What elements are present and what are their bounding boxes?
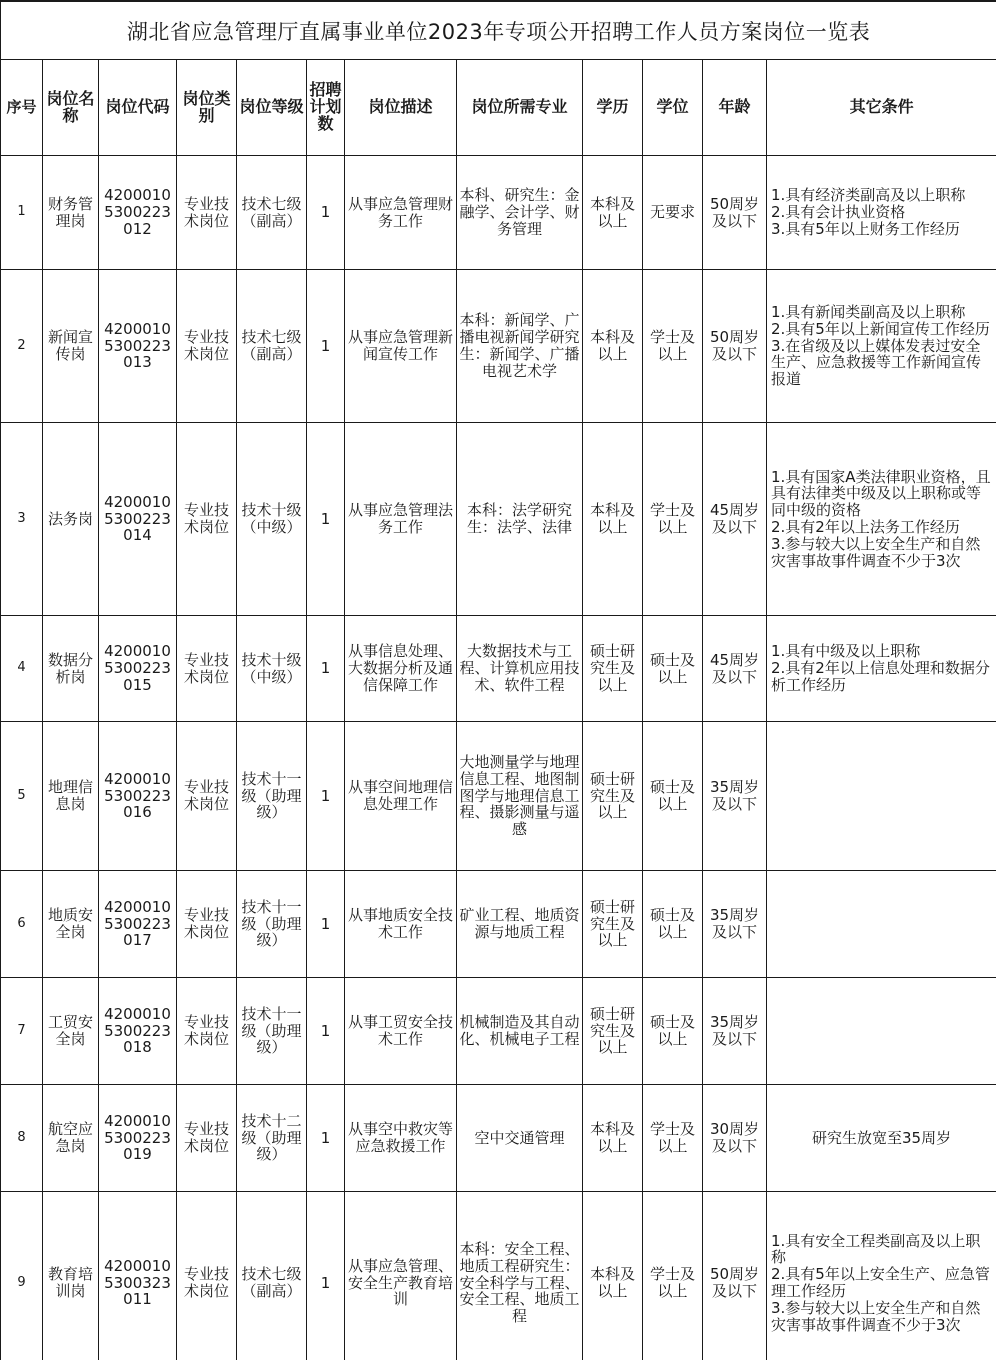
cell-other — [767, 156, 996, 270]
cell-code: 42000105300223017 — [99, 871, 177, 978]
table-row — [1, 156, 996, 270]
cell-edu: 本科及以上 — [583, 423, 643, 616]
cell-age: 45周岁及以下 — [703, 616, 767, 722]
header-type: 岗位类别 — [177, 60, 237, 156]
cell-edu: 硕士研究生及以上 — [583, 616, 643, 722]
cell-seq: 1 — [1, 156, 43, 270]
cell-edu: 本科及以上 — [583, 1192, 643, 1360]
cell-edu: 本科及以上 — [583, 270, 643, 423]
cell-degree: 学士及以上 — [643, 1085, 703, 1192]
cell-plan: 1 — [307, 270, 345, 423]
cell-level: 技术十二级（助理级） — [237, 1085, 307, 1192]
cell-edu: 硕士研究生及以上 — [583, 978, 643, 1085]
cell-desc: 从事信息处理、大数据分析及通信保障工作 — [345, 616, 457, 722]
cell-type: 专业技术岗位 — [177, 616, 237, 722]
header-degree: 学位 — [643, 60, 703, 156]
table-row — [1, 1085, 996, 1192]
cell-code: 42000105300223016 — [99, 722, 177, 871]
cell-edu: 本科及以上 — [583, 1085, 643, 1192]
cell-desc: 从事空中救灾等应急救援工作 — [345, 1085, 457, 1192]
cell-code: 42000105300223018 — [99, 978, 177, 1085]
other-line: 2.具有2年以上法务工作经历 — [771, 518, 960, 536]
cell-level: 技术七级（副高） — [237, 270, 307, 423]
cell-seq: 8 — [1, 1085, 43, 1192]
cell-desc: 从事地质安全技术工作 — [345, 871, 457, 978]
cell-age: 30周岁及以下 — [703, 1085, 767, 1192]
cell-age: 50周岁及以下 — [703, 1192, 767, 1360]
cell-major: 本科：安全工程、地质工程研究生：安全科学与工程、安全工程、地质工程 — [457, 1192, 583, 1360]
cell-age: 35周岁及以下 — [703, 722, 767, 871]
table-title: 湖北省应急管理厅直属事业单位2023年专项公开招聘工作人员方案岗位一览表 — [1, 1, 996, 60]
cell-plan: 1 — [307, 1085, 345, 1192]
cell-name: 地理信息岗 — [43, 722, 99, 871]
cell-desc: 从事应急管理法务工作 — [345, 423, 457, 616]
cell-type: 专业技术岗位 — [177, 1085, 237, 1192]
header-plan: 招聘计划数 — [307, 60, 345, 156]
cell-degree: 硕士及以上 — [643, 616, 703, 722]
cell-other — [767, 1192, 996, 1360]
table-row — [1, 270, 996, 423]
cell-seq: 4 — [1, 616, 43, 722]
cell-seq: 2 — [1, 270, 43, 423]
cell-name: 工贸安全岗 — [43, 978, 99, 1085]
cell-degree: 学士及以上 — [643, 423, 703, 616]
cell-plan: 1 — [307, 1192, 345, 1360]
cell-level: 技术十级（中级） — [237, 616, 307, 722]
cell-plan: 1 — [307, 423, 345, 616]
cell-major: 本科：法学研究生：法学、法律 — [457, 423, 583, 616]
cell-code: 42000105300223019 — [99, 1085, 177, 1192]
cell-code: 42000105300223013 — [99, 270, 177, 423]
cell-major: 大数据技术与工程、计算机应用技术、软件工程 — [457, 616, 583, 722]
cell-code: 42000105300223012 — [99, 156, 177, 270]
cell-desc: 从事应急管理财务工作 — [345, 156, 457, 270]
cell-desc: 从事应急管理、安全生产教育培训 — [345, 1192, 457, 1360]
cell-plan: 1 — [307, 722, 345, 871]
cell-degree: 学士及以上 — [643, 270, 703, 423]
cell-age: 50周岁及以下 — [703, 156, 767, 270]
cell-major: 大地测量学与地理信息工程、地图制图学与地理信息工程、摄影测量与遥感 — [457, 722, 583, 871]
cell-major: 空中交通管理 — [457, 1085, 583, 1192]
cell-major: 本科：新闻学、广播电视新闻学研究生：新闻学、广播电视艺术学 — [457, 270, 583, 423]
other-line: 1.具有安全工程类副高及以上职称 — [771, 1231, 981, 1267]
cell-code: 42000105300223015 — [99, 616, 177, 722]
header-major: 岗位所需专业 — [457, 60, 583, 156]
table-row — [1, 871, 996, 978]
cell-desc: 从事工贸安全技术工作 — [345, 978, 457, 1085]
header-age: 年龄 — [703, 60, 767, 156]
other-line: 研究生放宽至35周岁 — [812, 1128, 952, 1147]
cell-name: 航空应急岗 — [43, 1085, 99, 1192]
other-line: 2.具有2年以上信息处理和数据分析工作经历 — [771, 659, 990, 694]
cell-plan: 1 — [307, 156, 345, 270]
header-seq: 序号 — [1, 60, 43, 156]
cell-other — [767, 722, 996, 871]
cell-degree: 硕士及以上 — [643, 722, 703, 871]
cell-desc: 从事空间地理信息处理工作 — [345, 722, 457, 871]
cell-name: 法务岗 — [43, 423, 99, 616]
cell-type: 专业技术岗位 — [177, 270, 237, 423]
other-line: 3.具有5年以上财务工作经历 — [771, 219, 960, 238]
cell-type: 专业技术岗位 — [177, 871, 237, 978]
other-line: 2.具有5年以上安全生产、应急管理工作经历 — [771, 1265, 990, 1300]
cell-seq: 9 — [1, 1192, 43, 1360]
cell-name: 地质安全岗 — [43, 871, 99, 978]
cell-name: 新闻宣传岗 — [43, 270, 99, 423]
cell-degree: 硕士及以上 — [643, 978, 703, 1085]
other-line: 2.具有会计执业资格 — [771, 203, 906, 222]
cell-type: 专业技术岗位 — [177, 978, 237, 1085]
other-line: 1.具有中级及以上职称 — [771, 642, 921, 661]
cell-edu: 本科及以上 — [583, 156, 643, 270]
header-other: 其它条件 — [767, 60, 996, 156]
header-desc: 岗位描述 — [345, 60, 457, 156]
header-row — [1, 60, 996, 156]
other-line: 1.具有国家A类法律职业资格，且具有法律类中级及以上职称或等同中级的资格 — [771, 467, 991, 520]
cell-other — [767, 1085, 996, 1192]
cell-degree: 学士及以上 — [643, 1192, 703, 1360]
cell-other — [767, 978, 996, 1085]
cell-code: 42000105300223014 — [99, 423, 177, 616]
cell-level: 技术七级（副高） — [237, 156, 307, 270]
header-name: 岗位名称 — [43, 60, 99, 156]
table-row — [1, 616, 996, 722]
cell-desc: 从事应急管理新闻宣传工作 — [345, 270, 457, 423]
cell-major: 本科、研究生：金融学、会计学、财务管理 — [457, 156, 583, 270]
other-line: 3.参与较大以上安全生产和自然灾害事故事件调查不少于3次 — [771, 534, 981, 570]
cell-edu: 硕士研究生及以上 — [583, 871, 643, 978]
cell-other — [767, 616, 996, 722]
cell-seq: 6 — [1, 871, 43, 978]
cell-seq: 3 — [1, 423, 43, 616]
cell-major: 矿业工程、地质资源与地质工程 — [457, 871, 583, 978]
cell-level: 技术十一级（助理级） — [237, 722, 307, 871]
other-line: 1.具有经济类副高及以上职称 — [771, 186, 966, 205]
cell-age: 50周岁及以下 — [703, 270, 767, 423]
cell-level: 技术十级（中级） — [237, 423, 307, 616]
cell-seq: 5 — [1, 722, 43, 871]
cell-other — [767, 871, 996, 978]
cell-plan: 1 — [307, 978, 345, 1085]
cell-name: 教育培训岗 — [43, 1192, 99, 1360]
cell-seq: 7 — [1, 978, 43, 1085]
cell-edu: 硕士研究生及以上 — [583, 722, 643, 871]
cell-age: 35周岁及以下 — [703, 871, 767, 978]
other-line: 2.具有5年以上新闻宣传工作经历 — [771, 319, 990, 338]
cell-other — [767, 270, 996, 423]
cell-level: 技术十一级（助理级） — [237, 871, 307, 978]
cell-type: 专业技术岗位 — [177, 156, 237, 270]
cell-name: 财务管理岗 — [43, 156, 99, 270]
cell-degree: 无要求 — [643, 156, 703, 270]
cell-type: 专业技术岗位 — [177, 1192, 237, 1360]
cell-level: 技术七级（副高） — [237, 1192, 307, 1360]
table-row — [1, 1192, 996, 1360]
cell-level: 技术十一级（助理级） — [237, 978, 307, 1085]
cell-name: 数据分析岗 — [43, 616, 99, 722]
cell-code: 42000105300323011 — [99, 1192, 177, 1360]
cell-type: 专业技术岗位 — [177, 722, 237, 871]
cell-age: 45周岁及以下 — [703, 423, 767, 616]
header-edu: 学历 — [583, 60, 643, 156]
cell-age: 35周岁及以下 — [703, 978, 767, 1085]
header-code: 岗位代码 — [99, 60, 177, 156]
header-level: 岗位等级 — [237, 60, 307, 156]
other-line: 3.在省级及以上媒体发表过安全生产、应急救援等工作新闻宣传报道 — [771, 336, 982, 389]
cell-type: 专业技术岗位 — [177, 423, 237, 616]
table-row — [1, 722, 996, 871]
other-line: 3.参与较大以上安全生产和自然灾害事故事件调查不少于3次 — [771, 1298, 981, 1334]
cell-degree: 硕士及以上 — [643, 871, 703, 978]
other-line: 1.具有新闻类副高及以上职称 — [771, 303, 966, 321]
table-row — [1, 978, 996, 1085]
table-row — [1, 423, 996, 616]
cell-plan: 1 — [307, 871, 345, 978]
cell-plan: 1 — [307, 616, 345, 722]
cell-other — [767, 423, 996, 616]
cell-major: 机械制造及其自动化、机械电子工程 — [457, 978, 583, 1085]
